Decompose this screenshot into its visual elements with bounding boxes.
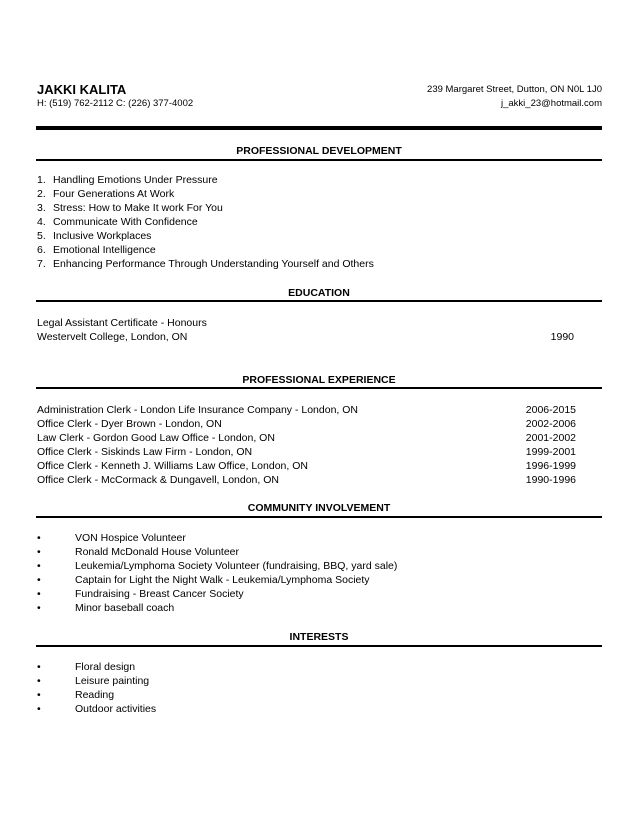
list-item: VON Hospice Volunteer <box>75 532 186 544</box>
bullet-icon: • <box>37 703 41 715</box>
section-title-community-involvement: COMMUNITY INVOLVEMENT <box>247 502 391 514</box>
bullet-icon: • <box>37 560 41 572</box>
applicant-phones: H: (519) 762-2112 C: (226) 377-4002 <box>37 98 194 109</box>
experience-years: 1990-1996 <box>525 474 576 486</box>
experience-years: 1999-2001 <box>525 446 576 458</box>
experience-role: Law Clerk - Gordon Good Law Office - London, ON <box>37 432 275 444</box>
section-title-professional-development: PROFESSIONAL DEVELOPMENT <box>236 145 402 157</box>
section-rule <box>36 159 602 161</box>
header-divider <box>36 126 602 130</box>
bullet-icon: • <box>37 546 41 558</box>
applicant-name: JAKKI KALITA <box>37 82 127 97</box>
section-title-professional-experience: PROFESSIONAL EXPERIENCE <box>242 374 396 386</box>
list-item: Leisure painting <box>75 675 150 687</box>
bullet-icon: • <box>37 675 41 687</box>
experience-role: Office Clerk - Kenneth J. Williams Law Office, London, ON <box>37 460 308 472</box>
experience-role: Office Clerk - Siskinds Law Firm - London, ON <box>37 446 253 458</box>
applicant-email: j_akki_23@hotmail.com <box>501 98 602 109</box>
list-item: 1. Handling Emotions Under Pressure <box>37 174 218 186</box>
bullet-icon: • <box>37 574 41 586</box>
list-item: Ronald McDonald House Volunteer <box>75 546 240 558</box>
section-title-interests: INTERESTS <box>289 631 349 643</box>
experience-years: 2002-2006 <box>525 418 576 430</box>
education-year: 1990 <box>550 331 574 343</box>
section-rule <box>36 300 602 302</box>
list-item: 4. Communicate With Confidence <box>37 216 198 228</box>
list-item: 5. Inclusive Workplaces <box>37 230 152 242</box>
experience-role: Office Clerk - Dyer Brown - London, ON <box>37 418 222 430</box>
experience-role: Administration Clerk - London Life Insurance Company - London, ON <box>37 404 358 416</box>
list-item: Outdoor activities <box>75 703 157 715</box>
list-item: 6. Emotional Intelligence <box>37 244 156 256</box>
section-title-education: EDUCATION <box>288 287 350 299</box>
section-rule <box>36 516 602 518</box>
bullet-icon: • <box>37 602 41 614</box>
education-school: Westervelt College, London, ON <box>37 331 188 343</box>
list-item: 7. Enhancing Performance Through Understanding Yourself and Others <box>37 258 374 270</box>
section-rule <box>36 645 602 647</box>
bullet-icon: • <box>37 661 41 673</box>
list-item: Fundraising - Breast Cancer Society <box>75 588 244 600</box>
list-item: Captain for Light the Night Walk - Leukemia/Lymphoma Society <box>75 574 370 586</box>
list-item: Leukemia/Lymphoma Society Volunteer (fundraising, BBQ, yard sale) <box>75 560 398 572</box>
experience-years: 2006-2015 <box>525 404 576 416</box>
list-item: 2. Four Generations At Work <box>37 188 175 200</box>
experience-years: 1996-1999 <box>525 460 576 472</box>
applicant-address: 239 Margaret Street, Dutton, ON N0L 1J0 <box>427 84 602 95</box>
list-item: 3. Stress: How to Make It work For You <box>37 202 223 214</box>
experience-role: Office Clerk - McCormack & Dungavell, London, ON <box>37 474 279 486</box>
education-certificate: Legal Assistant Certificate - Honours <box>37 317 207 329</box>
bullet-icon: • <box>37 588 41 600</box>
experience-years: 2001-2002 <box>525 432 576 444</box>
bullet-icon: • <box>37 689 41 701</box>
list-item: Reading <box>75 689 115 701</box>
section-rule <box>36 387 602 389</box>
bullet-icon: • <box>37 532 41 544</box>
list-item: Minor baseball coach <box>75 602 175 614</box>
list-item: Floral design <box>75 661 136 673</box>
